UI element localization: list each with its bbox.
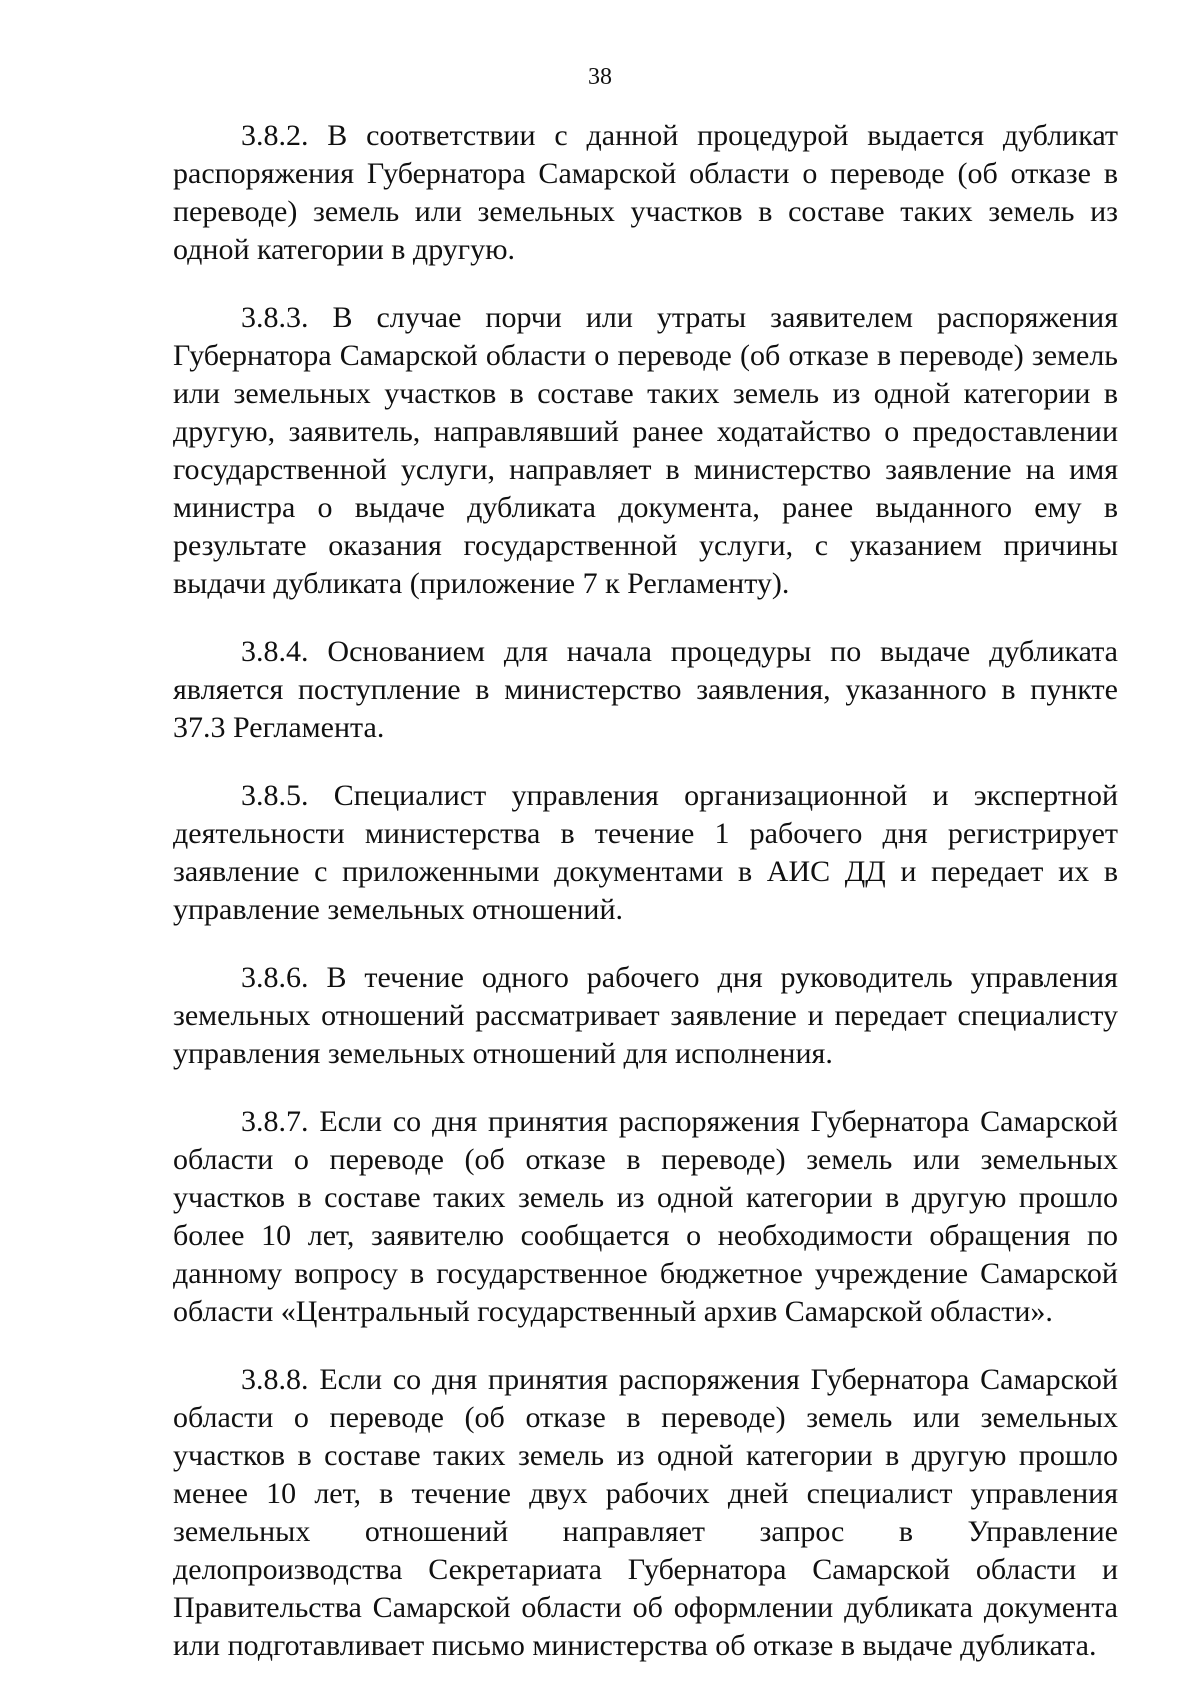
paragraph-3-8-6: 3.8.6. В течение одного рабочего дня руководитель управления земельных отношений рассматривает заявление и передает специалисту управления земельных отношений для исполнения. [173, 961, 1118, 1070]
paragraph-3-8-7: 3.8.7. Если со дня принятия распоряжения Губернатора Самарской области о переводе (об отказе в переводе) земель или земельных участков в составе таких земель из одной категории в другую прошло более 10 лет, заявителю сообщается о необходимости обращения по данному вопросу в государственное бюджетное учреждение Самарской области «Центральный государственный архив Самарской области». [173, 1105, 1118, 1328]
paragraph-3-8-8: 3.8.8. Если со дня принятия распоряжения Губернатора Самарской области о переводе (об отказе в переводе) земель или земельных участков в составе таких земель из одной категории в другую прошло менее 10 лет, в течение двух рабочих дней специалист управления земельных отношений направляет запрос в Управление делопроизводства Секретариата Губернатора Самарской области и Правительства Самарской области об оформлении дубликата документа или подготавливает письмо министерства об отказе в выдаче дубликата. [173, 1363, 1118, 1662]
document-body [173, 117, 1118, 1665]
paragraph-3-8-2: 3.8.2. В соответствии с данной процедурой выдается дубликат распоряжения Губернатора Самарской области о переводе (об отказе в переводе) земель или земельных участков в составе таких земель из одной категории в другую. [173, 119, 1118, 266]
page-number: 38 [588, 64, 612, 90]
paragraph-3-8-3: 3.8.3. В случае порчи или утраты заявителем распоряжения Губернатора Самарской области о переводе (об отказе в переводе) земель или земельных участков в составе таких земель из одной категории в другую, заявитель, направлявший ранее ходатайство о предоставлении государственной услуги, направляет в министерство заявление на имя министра о выдаче дубликата документа, ранее выданного ему в результате оказания государственной услуги, с указанием причины выдачи дубликата (приложение 7 к Регламенту). [173, 301, 1118, 600]
paragraph-3-8-4: 3.8.4. Основанием для начала процедуры по выдаче дубликата является поступление в министерство заявления, указанного в пункте 37.3 Регламента. [173, 635, 1118, 744]
paragraph-3-8-5: 3.8.5. Специалист управления организационной и экспертной деятельности министерства в течение 1 рабочего дня регистрирует заявление с приложенными документами в АИС ДД и передает их в управление земельных отношений. [173, 779, 1118, 926]
